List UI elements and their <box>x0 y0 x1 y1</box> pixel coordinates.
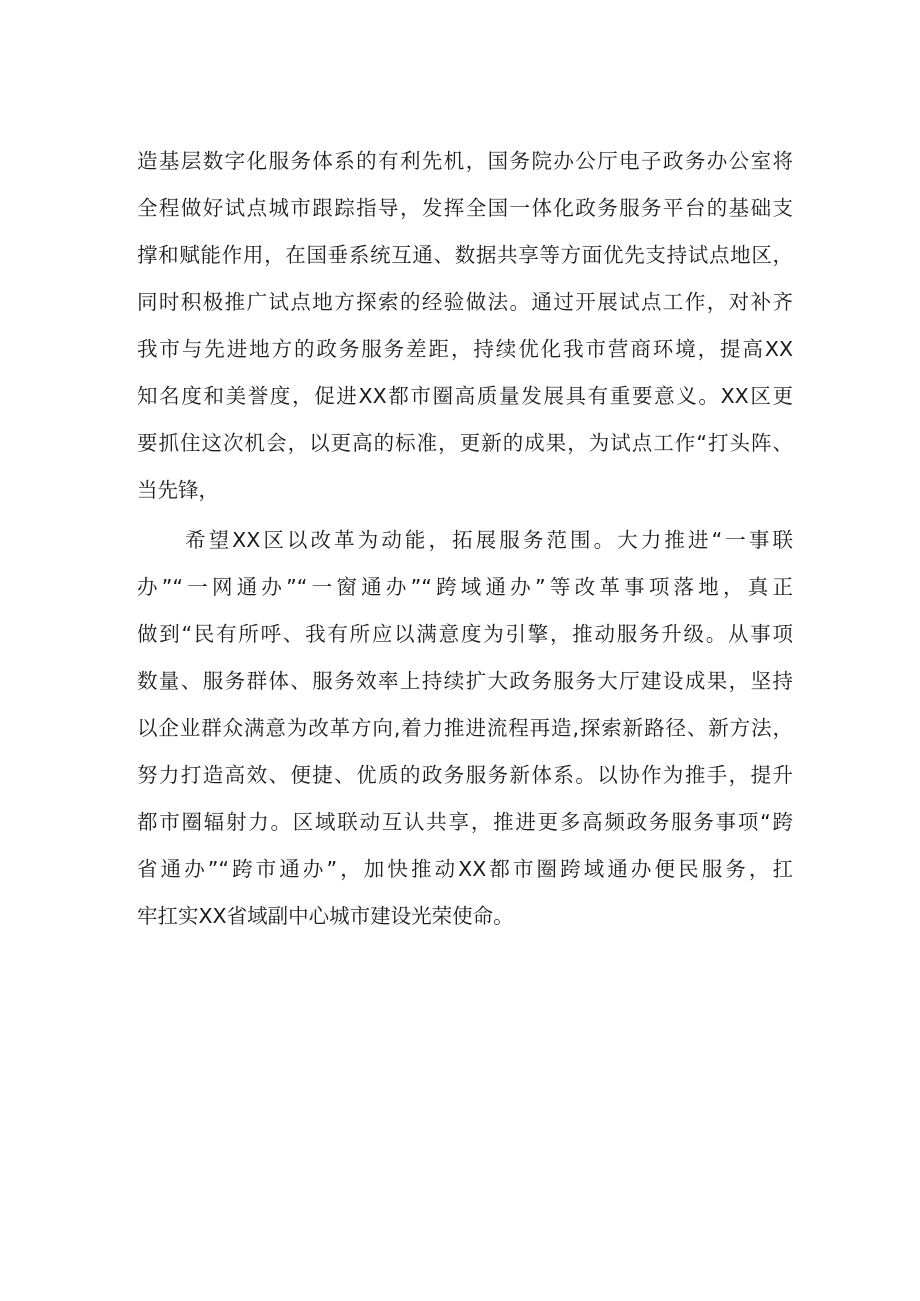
text-line: 要抓住这次机会，以更高的标准，更新的成果，为试点工作“打头阵、 <box>137 431 793 455</box>
text-line: 撑和赋能作用，在国垂系统互通、数据共享等方面优先支持试点地区， <box>137 243 793 267</box>
text-line: 省通办”“跨市通办”，加快推动XX都市圈跨域通办便民服务，扛 <box>137 857 793 881</box>
text-line: 同时积极推广试点地方探索的经验做法。通过开展试点工作，对补齐 <box>137 290 793 314</box>
text-line: 造基层数字化服务体系的有利先机，国务院办公厅电子政务办公室将 <box>137 149 793 173</box>
text-line: 我市与先进地方的政务服务差距，持续优化我市营商环境，提高XX <box>137 337 793 361</box>
text-line: 做到“民有所呼、我有所应以满意度为引擎，推动服务升级。从事项 <box>137 622 793 646</box>
text-line: 都市圈辐射力。区域联动互认共享，推进更多高频政务服务事项“跨 <box>137 810 793 834</box>
paragraph-2 <box>137 517 793 940</box>
text-line: 当先锋， <box>137 478 219 502</box>
paragraph-1 <box>137 138 793 514</box>
text-line: 知名度和美誉度，促进XX都市圈高质量发展具有重要意义。XX区更 <box>137 384 793 408</box>
text-line: 全程做好试点城市跟踪指导，发挥全国一体化政务服务平台的基础支 <box>137 196 793 220</box>
document-body <box>137 138 793 940</box>
text-line: 办”“一网通办”“一窗通办”“跨域通办”等改革事项落地，真正 <box>137 575 793 599</box>
text-line: 数量、服务群体、服务效率上持续扩大政务服务大厅建设成果，坚持 <box>137 669 793 693</box>
text-line: 以企业群众满意为改革方向,着力推进流程再造,探索新路径、新方法， <box>137 716 793 740</box>
text-line: 牢扛实XX省域副中心城市建设光荣使命。 <box>137 904 514 928</box>
text-line: 希望XX区以改革为动能，拓展服务范围。大力推进“一事联 <box>185 528 793 552</box>
text-line: 努力打造高效、便捷、优质的政务服务新体系。以协作为推手，提升 <box>137 763 793 787</box>
